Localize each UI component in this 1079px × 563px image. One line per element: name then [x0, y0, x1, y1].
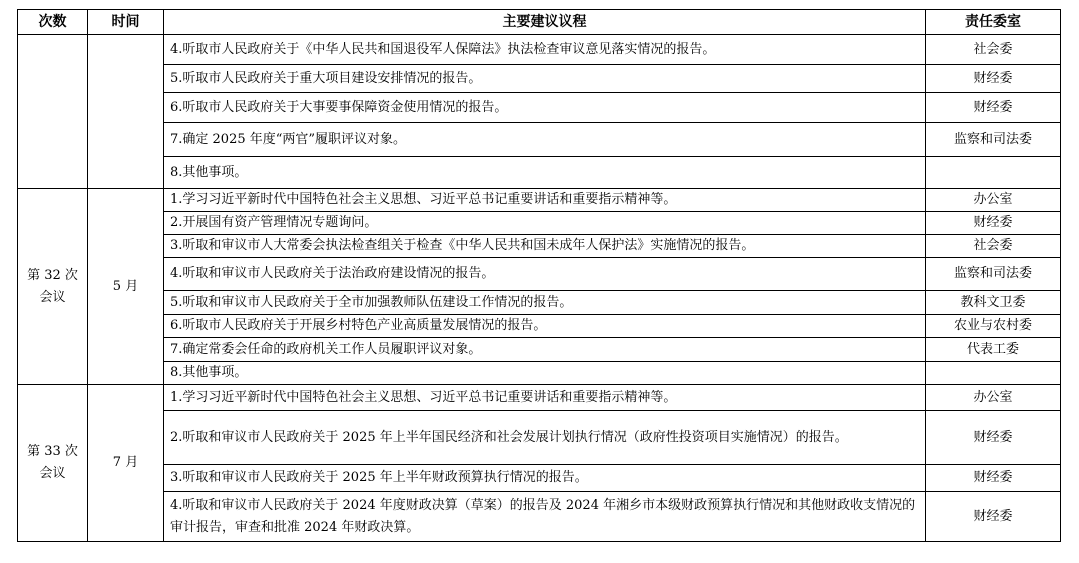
committee-cell: 代表工委 — [926, 338, 1061, 362]
committee-cell: 财经委 — [926, 465, 1061, 492]
header-row — [18, 10, 1061, 35]
agenda-item: 8.其他事项。 — [164, 157, 926, 189]
committee-cell — [926, 362, 1061, 385]
session-cell: 第 32 次会议 — [18, 189, 88, 385]
header-committee: 责任委室 — [926, 10, 1061, 35]
committee-cell: 财经委 — [926, 492, 1061, 542]
table-row — [18, 189, 1061, 212]
committee-cell: 社会委 — [926, 35, 1061, 65]
committee-cell — [926, 157, 1061, 189]
table-row — [18, 157, 1061, 189]
agenda-item: 2.听取和审议市人民政府关于 2025 年上半年国民经济和社会发展计划执行情况（政府性投资项目实施情况）的报告。 — [164, 411, 926, 465]
header-time: 时间 — [88, 10, 164, 35]
agenda-item: 7.确定 2025 年度“两官”履职评议对象。 — [164, 123, 926, 157]
table-row — [18, 93, 1061, 123]
table-row — [18, 65, 1061, 93]
agenda-item: 1.学习习近平新时代中国特色社会主义思想、习近平总书记重要讲话和重要指示精神等。 — [164, 385, 926, 411]
agenda-table — [17, 9, 1061, 542]
agenda-item: 6.听取市人民政府关于开展乡村特色产业高质量发展情况的报告。 — [164, 315, 926, 338]
table-row — [18, 411, 1061, 465]
committee-cell: 社会委 — [926, 235, 1061, 258]
committee-cell: 农业与农村委 — [926, 315, 1061, 338]
session-cell — [18, 35, 88, 189]
agenda-item: 7.确定常委会任命的政府机关工作人员履职评议对象。 — [164, 338, 926, 362]
table-row — [18, 123, 1061, 157]
table-row — [18, 492, 1061, 542]
committee-cell: 教科文卫委 — [926, 291, 1061, 315]
committee-cell: 办公室 — [926, 189, 1061, 212]
committee-cell: 财经委 — [926, 411, 1061, 465]
agenda-item: 8.其他事项。 — [164, 362, 926, 385]
header-agenda: 主要建议议程 — [164, 10, 926, 35]
table-row — [18, 338, 1061, 362]
agenda-item: 2.开展国有资产管理情况专题询问。 — [164, 212, 926, 235]
table-row — [18, 385, 1061, 411]
committee-cell: 财经委 — [926, 212, 1061, 235]
committee-cell: 监察和司法委 — [926, 258, 1061, 291]
table-row — [18, 291, 1061, 315]
time-cell: 5 月 — [88, 189, 164, 385]
agenda-item: 4.听取市人民政府关于《中华人民共和国退役军人保障法》执法检查审议意见落实情况的报告。 — [164, 35, 926, 65]
table-row — [18, 212, 1061, 235]
header-session: 次数 — [18, 10, 88, 35]
agenda-item: 5.听取和审议市人民政府关于全市加强教师队伍建设工作情况的报告。 — [164, 291, 926, 315]
session-cell: 第 33 次会议 — [18, 385, 88, 542]
agenda-item: 3.听取和审议市人大常委会执法检查组关于检查《中华人民共和国未成年人保护法》实施情况的报告。 — [164, 235, 926, 258]
agenda-item: 4.听取和审议市人民政府关于 2024 年度财政决算（草案）的报告及 2024 年湘乡市本级财政预算执行情况和其他财政收支情况的审计报告，审查和批准 2024 年财政决算。 — [164, 492, 926, 542]
time-cell: 7 月 — [88, 385, 164, 542]
table-row — [18, 235, 1061, 258]
table-row — [18, 315, 1061, 338]
table-row — [18, 465, 1061, 492]
agenda-item: 4.听取和审议市人民政府关于法治政府建设情况的报告。 — [164, 258, 926, 291]
committee-cell: 财经委 — [926, 93, 1061, 123]
table-row — [18, 35, 1061, 65]
agenda-item: 5.听取市人民政府关于重大项目建设安排情况的报告。 — [164, 65, 926, 93]
committee-cell: 监察和司法委 — [926, 123, 1061, 157]
agenda-item: 3.听取和审议市人民政府关于 2025 年上半年财政预算执行情况的报告。 — [164, 465, 926, 492]
table-row — [18, 258, 1061, 291]
time-cell — [88, 35, 164, 189]
agenda-item: 6.听取市人民政府关于大事要事保障资金使用情况的报告。 — [164, 93, 926, 123]
agenda-item: 1.学习习近平新时代中国特色社会主义思想、习近平总书记重要讲话和重要指示精神等。 — [164, 189, 926, 212]
committee-cell: 办公室 — [926, 385, 1061, 411]
table-row — [18, 362, 1061, 385]
committee-cell: 财经委 — [926, 65, 1061, 93]
